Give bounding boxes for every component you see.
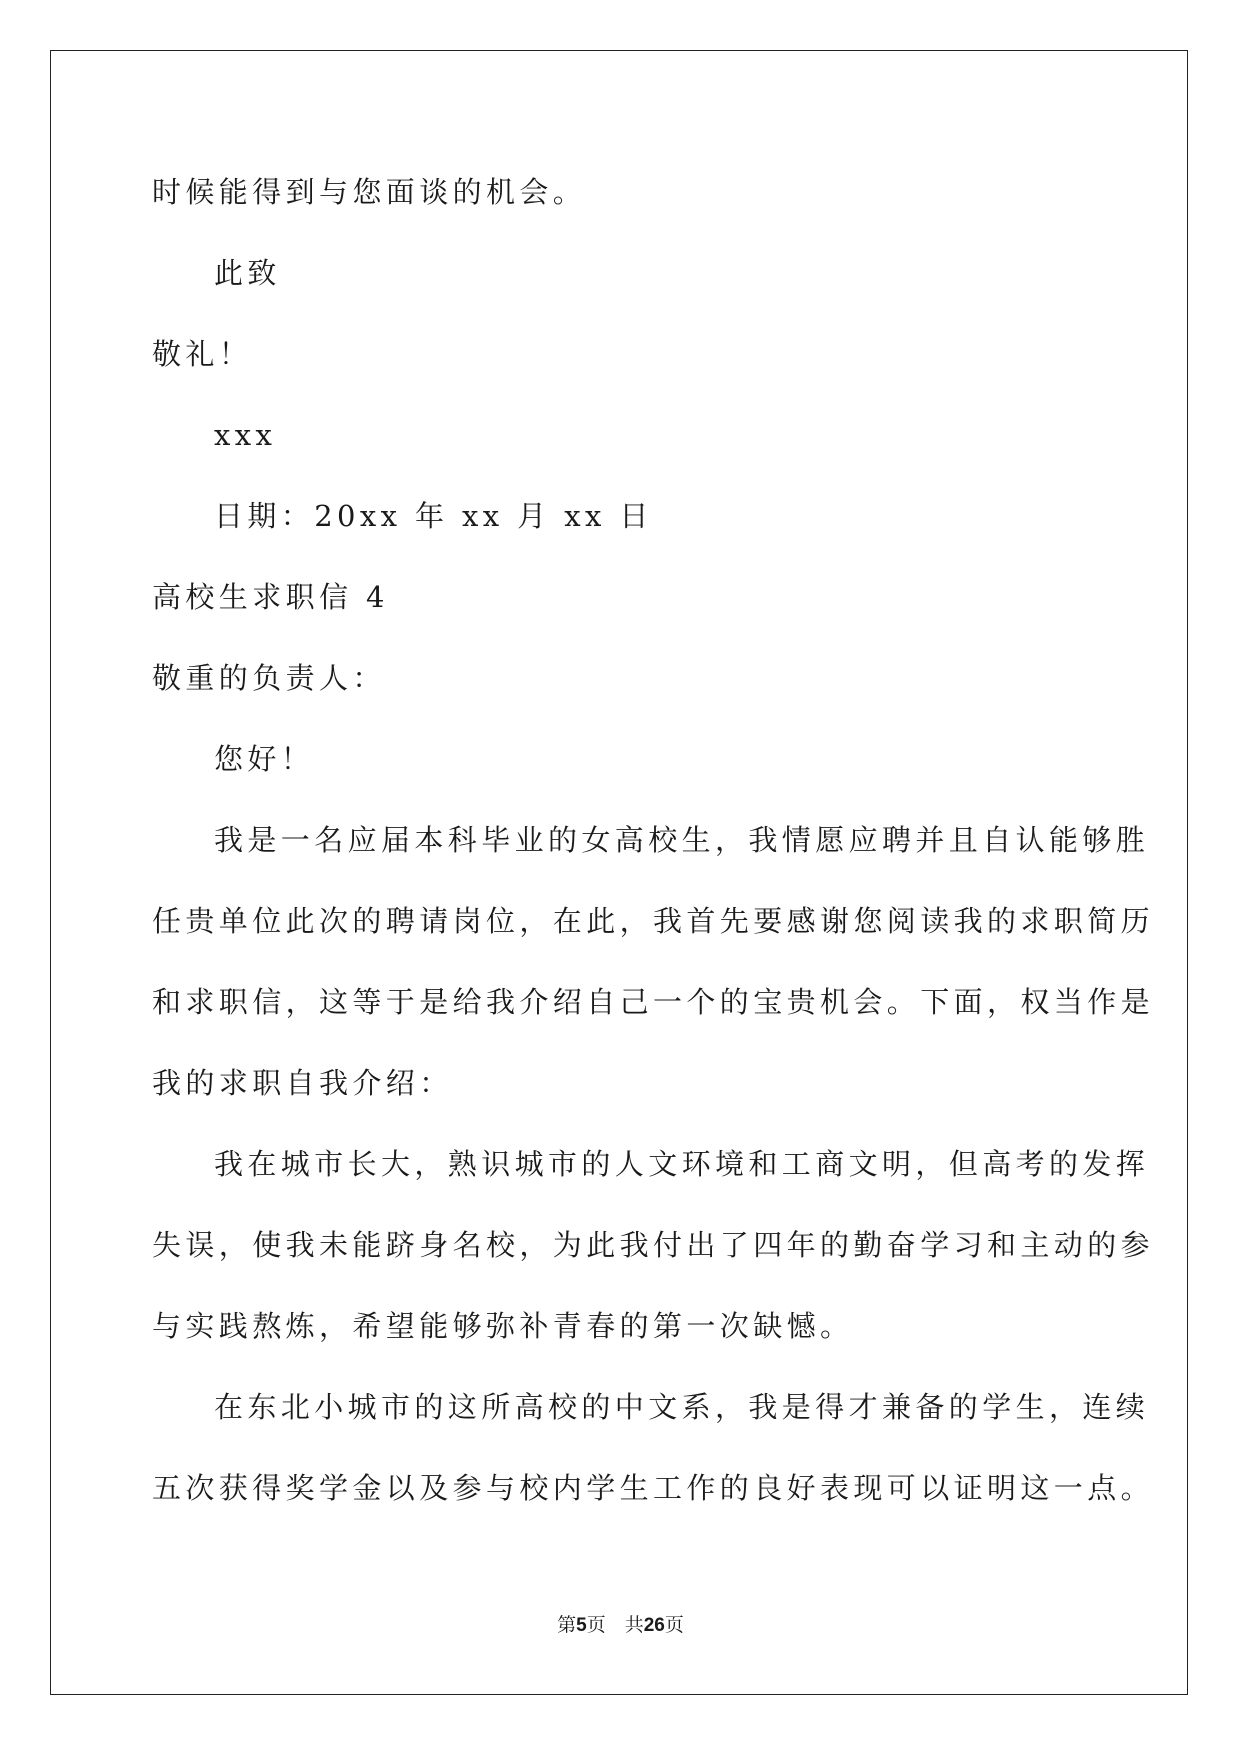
page-footer	[0, 1612, 1241, 1639]
current-page-number: 5	[576, 1615, 587, 1636]
section-heading: 高校生求职信 4	[152, 580, 389, 614]
paragraph-line: 我在城市长大，熟识城市的人文环境和工商文明，但高考的发挥	[214, 1147, 1150, 1181]
signature-date: 日期：20xx 年 xx 月 xx 日	[214, 499, 653, 533]
page-border	[50, 50, 1188, 1695]
paragraph-line: 失误，使我未能跻身名校，为此我付出了四年的勤奋学习和主动的参	[152, 1228, 1155, 1262]
footer-suffix: 页	[664, 1614, 684, 1636]
paragraph-line: 时候能得到与您面谈的机会。	[152, 175, 587, 209]
letter-greeting: 您好！	[214, 742, 315, 776]
closing-salutation: 此致	[214, 256, 281, 290]
letter-addressee: 敬重的负责人：	[152, 661, 386, 695]
paragraph-line: 我是一名应届本科毕业的女高校生，我情愿应聘并且自认能够胜	[214, 823, 1150, 857]
paragraph-line: 我的求职自我介绍：	[152, 1066, 453, 1100]
paragraph-line: 与实践熬炼，希望能够弥补青春的第一次缺憾。	[152, 1309, 854, 1343]
paragraph-line: 和求职信，这等于是给我介绍自己一个的宝贵机会。下面，权当作是	[152, 985, 1155, 1019]
footer-mid: 页 共	[586, 1614, 644, 1636]
paragraph-line: 在东北小城市的这所高校的中文系，我是得才兼备的学生，连续	[214, 1390, 1150, 1424]
closing-regards: 敬礼！	[152, 337, 253, 371]
paragraph-line: 任贵单位此次的聘请岗位，在此，我首先要感谢您阅读我的求职简历	[152, 904, 1155, 938]
total-page-count: 26	[643, 1615, 665, 1636]
footer-prefix: 第	[557, 1614, 577, 1636]
paragraph-line: 五次获得奖学金以及参与校内学生工作的良好表现可以证明这一点。	[152, 1471, 1155, 1505]
signature-name: xxx	[214, 418, 277, 452]
